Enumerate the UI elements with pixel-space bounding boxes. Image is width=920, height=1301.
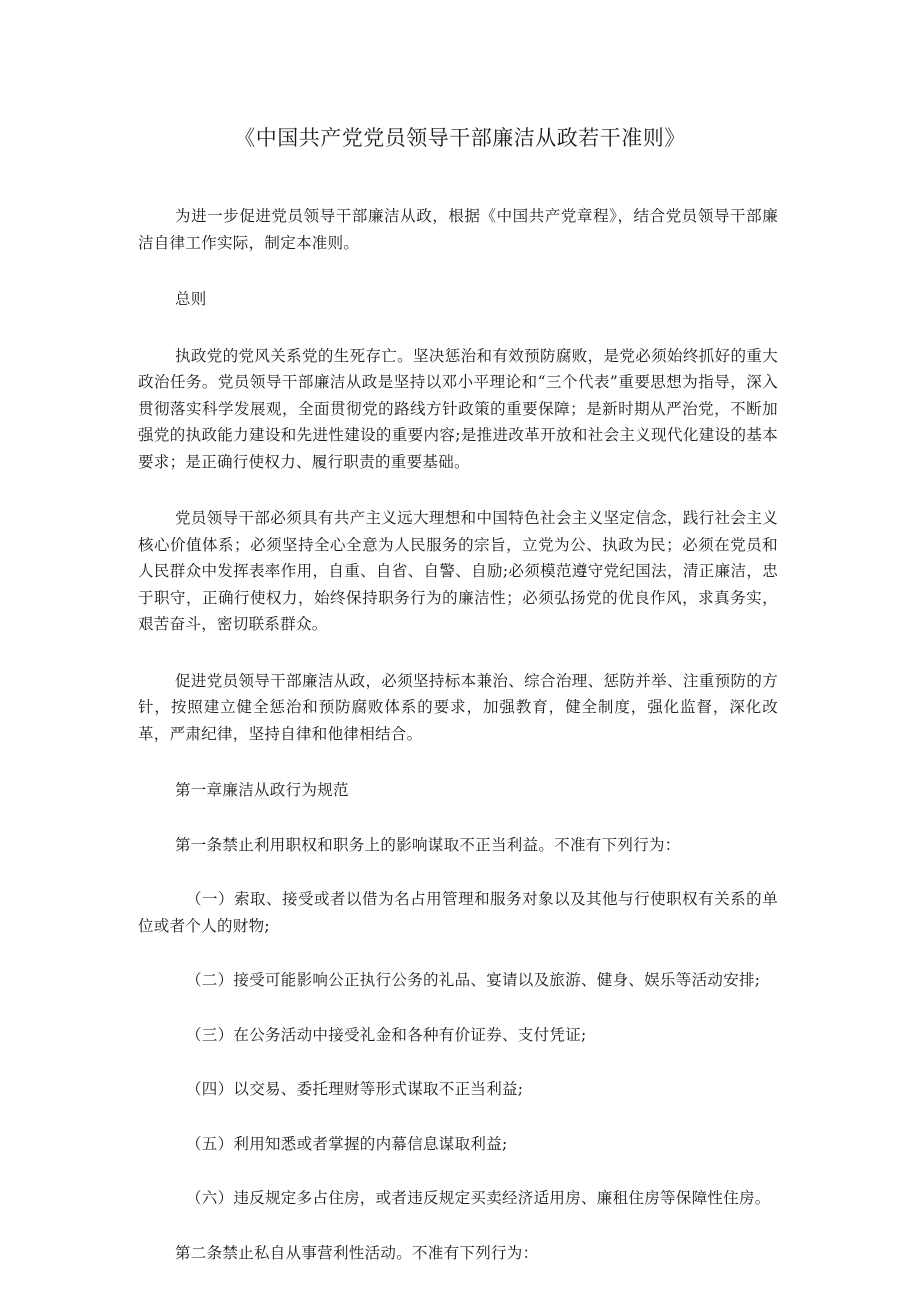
body-paragraph: 党员领导干部必须具有共产主义远大理想和中国特色社会主义坚定信念，践行社会主义核心价值体系；必须坚持全心全意为人民服务的宗旨，立党为公、执政为民；必须在党员和人民群众中发挥表率作用，自重、自省、自警、自励;必须模范遵守党纪国法，清正廉洁，忠于职守，正确行使权力，始终保持职务行为的廉洁性；必须弘扬党的优良作风，求真务实，艰苦奋斗，密切联系群众。: [138, 509, 778, 633]
article-paragraph: 第二条禁止私自从事营利性活动。不准有下列行为：: [175, 1243, 539, 1262]
body-paragraph: 执政党的党风关系党的生死存亡。坚决惩治和有效预防腐败，是党必须始终抓好的重大政治任务。党员领导干部廉洁从政是坚持以邓小平理论和“三个代表”重要思想为指导，深入贯彻落实科学发展观，全面贯彻党的路线方针政策的重要保障；是新时期从严治党，不断加强党的执政能力建设和先进性建设的重要内容;是推进改革开放和社会主义现代化建设的基本要求；是正确行使权力、履行职责的重要基础。: [138, 346, 778, 471]
body-paragraph: 促进党员领导干部廉洁从政，必须坚持标本兼治、综合治理、惩防并举、注重预防的方针，按照建立健全惩治和预防腐败体系的要求，加强教育，健全制度，强化监督，深化改革，严肃纪律，坚持自律和他律相结合。: [138, 671, 778, 743]
document-body: [138, 203, 778, 1266]
article-paragraph: 第一条禁止利用职权和职务上的影响谋取不正当利益。不准有下列行为：: [175, 835, 681, 854]
list-item: （二）接受可能影响公正执行公务的礼品、宴请以及旅游、健身、娱乐等活动安排;: [186, 971, 761, 989]
chapter-heading: 第一章廉洁从政行为规范: [175, 781, 349, 799]
section-heading-general-principles: 总则: [175, 290, 207, 308]
document-title: 《中国共产党党员领导干部廉洁从政若干准则》: [234, 126, 686, 150]
list-item: （四）以交易、委托理财等形式谋取不正当利益;: [186, 1080, 524, 1098]
list-item: （五）利用知悉或者掌握的内幕信息谋取利益;: [186, 1134, 508, 1153]
preamble-paragraph: 为进一步促进党员领导干部廉洁从政，根据《中国共产党章程》，结合党员领导干部廉洁自律工作实际，制定本准则。: [138, 207, 778, 252]
list-item: （一）索取、接受或者以借为名占用管理和服务对象以及其他与行使职权有关系的单位或者个人的财物;: [138, 890, 778, 935]
list-item: （三）在公务活动中接受礼金和各种有价证券、支付凭证;: [186, 1025, 587, 1044]
list-item: （六）违反规定多占住房，或者违反规定买卖经济适用房、廉租住房等保障性住房。: [186, 1189, 771, 1207]
